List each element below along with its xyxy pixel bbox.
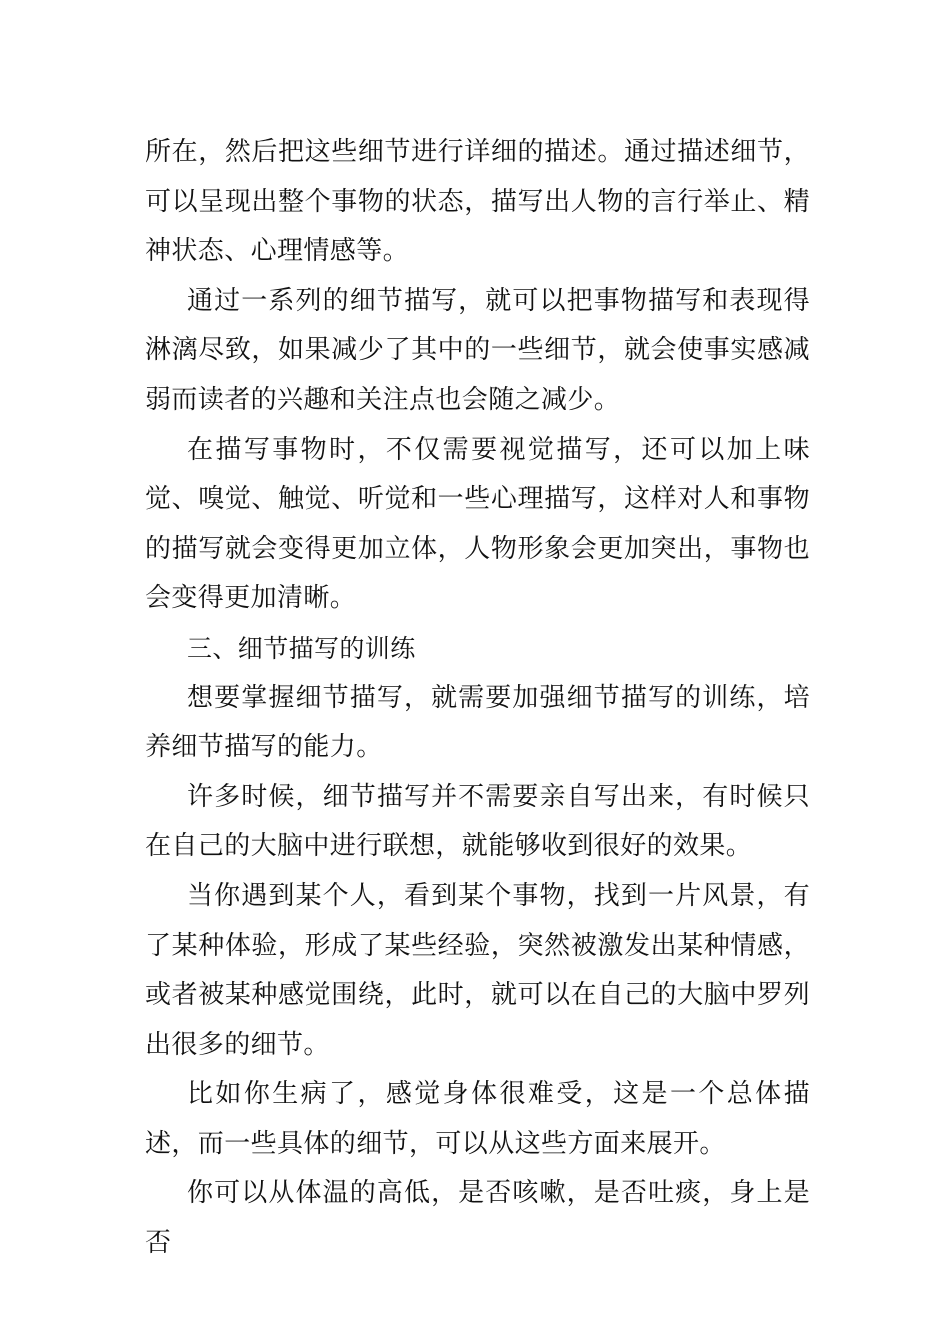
document-body xyxy=(145,128,810,1269)
paragraph-detail-effect: 通过一系列的细节描写，就可以把事物描写和表现得淋漓尽致，如果减少了其中的一些细节，就会使事实感减弱而读者的兴趣和关注点也会随之减少。 xyxy=(145,285,810,415)
paragraph-training: 想要掌握细节描写，就需要加强细节描写的训练，培养细节描写的能力。 xyxy=(145,682,810,763)
paragraph-continued: 所在，然后把这些细节进行详细的描述。通过描述细节，可以呈现出整个事物的状态，描写出人物的言行举止、精神状态、心理情感等。 xyxy=(145,137,810,267)
paragraph-senses: 在描写事物时，不仅需要视觉描写，还可以加上味觉、嗅觉、触觉、听觉和一些心理描写，这样对人和事物的描写就会变得更加立体，人物形象会更加突出，事物也会变得更加清晰。 xyxy=(145,434,810,614)
paragraph-imagination: 许多时候，细节描写并不需要亲自写出来，有时候只在自己的大脑中进行联想，就能够收到很好的效果。 xyxy=(145,781,810,862)
paragraph-symptoms: 你可以从体温的高低，是否咳嗽，是否吐痰，身上是否 xyxy=(145,1178,810,1259)
paragraph-experience: 当你遇到某个人，看到某个事物，找到一片风景，有了某种体验，形成了某些经验，突然被激发出某种情感，或者被某种感觉围绕，此时，就可以在自己的大脑中罗列出很多的细节。 xyxy=(145,880,810,1060)
paragraph-example: 比如你生病了，感觉身体很难受，这是一个总体描述，而一些具体的细节，可以从这些方面来展开。 xyxy=(145,1079,810,1159)
section-heading: 三、细节描写的训练 xyxy=(187,633,416,663)
